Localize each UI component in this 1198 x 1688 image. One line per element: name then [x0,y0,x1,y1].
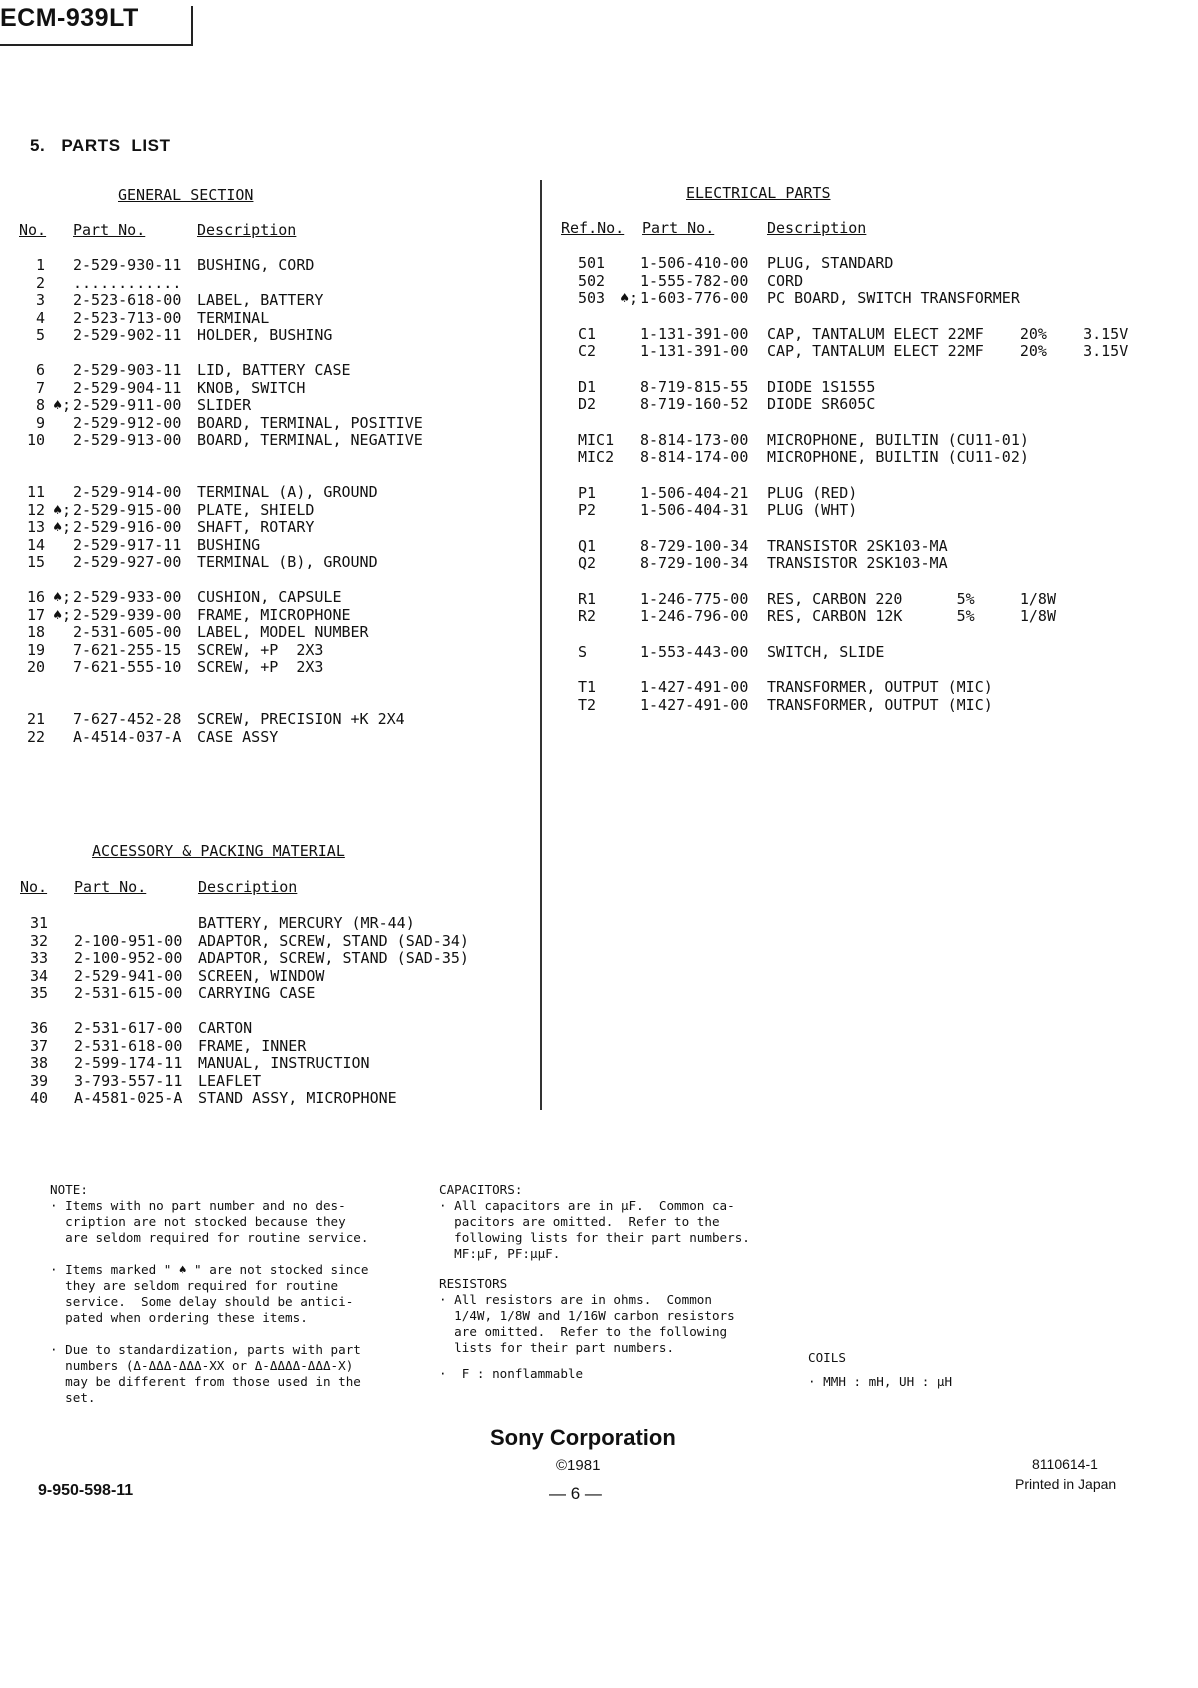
general-row-no: 13 [26,518,45,537]
general-row-description: KNOB, SWITCH [197,378,306,397]
general-row-no: 12 [26,500,45,519]
general-row-no: 15 [26,553,45,572]
electrical-row [0,554,1198,572]
electrical-row-description: SWITCH, SLIDE [767,642,885,661]
general-header-part: Part No. [73,221,146,239]
general-row-part-number: 2-529-914-00 [73,483,182,501]
electrical-row-part-number: 1-131-391-00 [640,342,749,361]
accessory-row-description: STAND ASSY, MICROPHONE [198,1089,397,1108]
electrical-row [0,378,1198,396]
general-section-title: GENERAL SECTION [118,186,254,204]
electrical-row-part-number: 8-719-815-55 [640,377,749,396]
electrical-row-ref: Q1 [578,536,597,555]
general-row-part-number: 2-529-902-11 [73,326,182,345]
accessory-row-no: 32 [29,931,48,950]
page-number: — 6 — [549,1484,602,1503]
general-row [0,361,540,379]
section-name: PARTS LIST [61,136,171,155]
electrical-row [0,289,1198,310]
electrical-row-part-number: 8-729-100-34 [640,536,749,555]
general-row-part-number: 2-531-605-00 [73,623,182,642]
accessory-row-no: 40 [29,1089,48,1108]
electrical-row-description: CORD [767,271,804,290]
general-row-no: 1 [35,256,45,274]
general-row-description: SCREW, +P 2X3 [197,640,324,659]
not-stocked-mark-icon: ♠; [53,605,72,624]
electrical-row-ref: D1 [578,377,597,396]
accessory-row-part-number: 2-529-941-00 [74,966,183,985]
electrical-row-ref: 502 [578,271,606,290]
general-row-part-number: 2-529-911-00 [73,396,182,415]
accessory-row [0,967,540,985]
general-row-no: 7 [35,378,45,397]
general-row-no: 2 [35,273,45,292]
general-row-part-number: 7-621-555-10 [73,658,182,677]
general-header-no: No. [19,221,47,239]
general-row-part-number: 2-529-915-00 [73,500,182,519]
accessory-section-title: ACCESSORY & PACKING MATERIAL [92,842,345,860]
accessory-row-description: CARTON [198,1019,253,1037]
electrical-row [0,590,1198,608]
general-row-part-number: ............ [73,273,182,292]
general-row-part-number: 2-529-933-00 [73,588,182,606]
accessory-row [0,914,540,932]
general-row-no: 17 [26,605,45,624]
electrical-row [0,448,1198,466]
accessory-row-no: 36 [29,1019,48,1037]
not-stocked-mark-icon: ♠; [53,518,72,537]
accessory-row-part-number: 2-100-951-00 [74,931,183,950]
accessory-row [0,949,540,967]
general-row-description: BUSHING, CORD [197,256,315,274]
capacitors-note: CAPACITORS: · All capacitors are in µF. Common ca- pacitors are omitted. Refer to the following lists for their part numbers. MF:µF, PF:µµF. [439,1182,750,1261]
electrical-row-description: DIODE SR605C [767,395,876,414]
accessory-row-no: 37 [29,1036,48,1055]
general-row-description: TERMINAL (A), GROUND [197,483,378,501]
electrical-row-ref: R1 [578,589,597,608]
model-title: ECM-939LT [0,4,139,32]
model-frame-vertical [191,6,193,44]
general-row-description: SLIDER [197,396,252,415]
electrical-row [0,640,1198,661]
electrical-row-part-number: 1-131-391-00 [640,324,749,343]
accessory-row-part-number: 2-100-952-00 [74,949,183,968]
coils-title: COILS [808,1350,846,1365]
electrical-row-description: MICROPHONE, BUILTIN (CU11-02) [767,448,1029,467]
electrical-section-title: ELECTRICAL PARTS [686,184,831,202]
general-row-part-number: 2-529-917-11 [73,535,182,554]
accessory-header-no: No. [20,878,48,896]
electrical-row-part-number: 1-506-410-00 [640,254,749,272]
accessory-row-description: LEAFLET [198,1071,262,1090]
accessory-row-no: 35 [29,984,48,1003]
electrical-row-description: TRANSFORMER, OUTPUT (MIC) [767,695,993,714]
accessory-row-description: ADAPTOR, SCREW, STAND (SAD-35) [198,949,469,968]
electrical-row-ref: MIC1 [578,430,615,449]
accessory-row-part-number: 3-793-557-11 [74,1071,183,1090]
not-stocked-mark-icon: ♠; [53,396,72,415]
electrical-row-ref: Q2 [578,554,597,573]
accessory-row-part-number: 2-531-618-00 [74,1036,183,1055]
accessory-row-part-number: 2-531-617-00 [74,1019,183,1037]
electrical-row-part-number: 1-603-776-00 [640,289,749,308]
accessory-row-description: ADAPTOR, SCREW, STAND (SAD-34) [198,931,469,950]
section-title [30,136,171,156]
electrical-row-part-number: 1-506-404-31 [640,501,749,520]
electrical-row-ref: T1 [578,678,597,696]
general-row-no: 9 [35,413,45,432]
general-row-part-number: 2-523-618-00 [73,291,182,310]
general-row-description: LABEL, MODEL NUMBER [197,623,369,642]
accessory-row [0,1037,540,1055]
general-row-part-number: 2-529-927-00 [73,553,182,572]
electrical-row-ref: MIC2 [578,448,615,467]
general-row [0,518,540,536]
general-row-description: LABEL, BATTERY [197,291,324,310]
general-row-description: BOARD, TERMINAL, POSITIVE [197,413,423,432]
accessory-row [0,1089,540,1107]
general-row-no: 16 [26,588,45,606]
electrical-row-part-number: 8-719-160-52 [640,395,749,414]
accessory-header-desc: Description [198,878,298,896]
electrical-row-part-number: 1-555-782-00 [640,271,749,290]
general-row-part-number: 2-529-913-00 [73,431,182,450]
not-stocked-mark-icon: ♠; [620,289,639,308]
general-row [0,658,540,676]
general-row-no: 5 [35,326,45,345]
general-row-part-number: 2-529-939-00 [73,605,182,624]
electrical-row-description: PLUG (WHT) [767,501,858,520]
electrical-row-part-number: 8-814-174-00 [640,448,749,467]
general-row [0,623,540,641]
general-header-desc: Description [197,221,297,239]
general-row-description: LID, BATTERY CASE [197,361,351,379]
accessory-row-no: 38 [29,1054,48,1073]
electrical-row-part-number: 1-553-443-00 [640,642,749,661]
accessory-row [0,1072,540,1090]
electrical-row-description: DIODE 1S1555 [767,377,876,396]
electrical-row-ref: P1 [578,483,597,502]
general-row-description: FRAME, MICROPHONE [197,605,351,624]
general-row-description: CUSHION, CAPSULE [197,588,342,606]
electrical-row-part-number: 8-729-100-34 [640,554,749,573]
electrical-row-description: PC BOARD, SWITCH TRANSFORMER [767,289,1020,308]
electrical-row [0,607,1198,625]
general-row-no: 14 [26,535,45,554]
accessory-row-part-number: A-4581-025-A [74,1089,183,1108]
electrical-row-description: TRANSISTOR 2SK103-MA [767,554,948,573]
electrical-header-part: Part No. [642,219,715,237]
electrical-row [0,537,1198,555]
electrical-row [0,696,1198,714]
electrical-row-part-number: 8-814-173-00 [640,430,749,449]
general-row-description: TERMINAL (B), GROUND [197,553,378,572]
general-row-description: SHAFT, ROTARY [197,518,315,537]
general-row-description: BUSHING [197,535,261,554]
section-number: 5. [30,136,46,155]
electrical-row-part-number: 1-506-404-21 [640,483,749,502]
electrical-row-ref: T2 [578,695,597,714]
electrical-row-ref: D2 [578,395,597,414]
general-row-no: 6 [35,361,45,379]
general-row-no: 4 [35,308,45,327]
general-row-description: SCREW, +P 2X3 [197,658,324,677]
electrical-row-description: PLUG, STANDARD [767,254,894,272]
accessory-row-description: FRAME, INNER [198,1036,307,1055]
electrical-row-ref: P2 [578,501,597,520]
general-row-description: TERMINAL [197,308,270,327]
general-row-no: 11 [26,483,45,501]
electrical-row-description: PLUG (RED) [767,483,858,502]
general-row [0,728,540,746]
general-row-no: 20 [26,658,45,677]
coils-note: · MMH : mH, UH : µH [808,1374,953,1389]
general-row-no: 21 [26,710,45,728]
electrical-row-ref: C1 [578,324,597,343]
printed-in: Printed in Japan [1015,1476,1117,1492]
flammable-note: · F : nonflammable [439,1366,584,1381]
document-number: 9-950-598-11 [38,1482,134,1499]
accessory-row [0,1054,540,1072]
accessory-row-no: 34 [29,966,48,985]
electrical-row-ref: S [578,642,588,661]
general-row-no: 10 [26,431,45,450]
electrical-row-part-number: 1-246-796-00 [640,607,749,626]
general-row-no: 8 [35,396,45,415]
not-stocked-mark-icon: ♠; [53,588,72,606]
accessory-row-description: MANUAL, INSTRUCTION [198,1054,370,1073]
general-row-no: 22 [26,727,45,746]
accessory-row [0,1019,540,1037]
general-row-no: 18 [26,623,45,642]
electrical-row [0,501,1198,519]
general-row-no: 19 [26,640,45,659]
electrical-row [0,342,1198,360]
electrical-row-part-number: 1-246-775-00 [640,589,749,608]
general-row-part-number: 7-621-255-15 [73,640,182,659]
accessory-row-no: 39 [29,1071,48,1090]
accessory-row-part-number: 2-599-174-11 [74,1054,183,1073]
accessory-row-no: 31 [29,914,48,932]
electrical-row [0,484,1198,502]
electrical-row-part-number: 1-427-491-00 [640,678,749,696]
electrical-header-desc: Description [767,219,867,237]
electrical-row-ref: 501 [578,254,606,272]
accessory-row-description: CARRYING CASE [198,984,316,1003]
general-row [0,414,540,432]
not-stocked-mark-icon: ♠; [53,500,72,519]
accessory-row [0,984,540,1002]
electrical-row-description: CAP, TANTALUM ELECT 22MF 20% 3.15V [767,342,1129,361]
copyright: ©1981 [556,1457,601,1474]
general-row-description: BOARD, TERMINAL, NEGATIVE [197,431,423,450]
electrical-row [0,395,1198,413]
general-row-part-number: 2-529-903-11 [73,361,182,379]
model-frame-horizontal [0,44,193,46]
electrical-row-description: MICROPHONE, BUILTIN (CU11-01) [767,430,1029,449]
general-row-part-number: 7-627-452-28 [73,710,182,728]
accessory-row [0,932,540,950]
electrical-row-description: TRANSFORMER, OUTPUT (MIC) [767,678,993,696]
general-row-description: PLATE, SHIELD [197,500,315,519]
electrical-row-description: CAP, TANTALUM ELECT 22MF 20% 3.15V [767,324,1129,343]
accessory-row-part-number: 2-531-615-00 [74,984,183,1003]
accessory-row-description: SCREEN, WINDOW [198,966,325,985]
company-name: Sony Corporation [490,1425,676,1450]
general-row-description: HOLDER, BUSHING [197,326,333,345]
electrical-row [0,272,1198,290]
electrical-row-description: RES, CARBON 12K 5% 1/8W [767,607,1056,626]
electrical-row [0,325,1198,343]
general-row-part-number: 2-529-912-00 [73,413,182,432]
accessory-header-part: Part No. [74,878,147,896]
general-row-description: SCREW, PRECISION +K 2X4 [197,710,405,728]
accessory-row-no: 33 [29,949,48,968]
electrical-row-ref: C2 [578,342,597,361]
electrical-row-part-number: 1-427-491-00 [640,695,749,714]
general-row-description: CASE ASSY [197,727,279,746]
electrical-row [0,678,1198,696]
general-row-part-number: 2-529-916-00 [73,518,182,537]
electrical-row-description: RES, CARBON 220 5% 1/8W [767,589,1056,608]
electrical-row-ref: R2 [578,607,597,626]
general-row-part-number: 2-523-713-00 [73,308,182,327]
print-code: 8110614-1 [1032,1456,1098,1472]
general-row-no: 3 [35,291,45,310]
general-row-part-number: 2-529-930-11 [73,256,182,274]
electrical-row-ref: 503 [578,289,606,308]
accessory-row-description: BATTERY, MERCURY (MR-44) [198,914,415,932]
general-row-part-number: 2-529-904-11 [73,378,182,397]
electrical-row [0,254,1198,272]
resistors-note: RESISTORS · All resistors are in ohms. Common 1/4W, 1/8W and 1/16W carbon resistors are omitted. Refer to the following lists for their part numbers. [439,1276,735,1355]
note-block: NOTE: · Items with no part number and no des- cription are not stocked because they are seldom required for routine service. · Items marked " ♠ " are not stocked since they are seldom required for routine service. Some delay should be antici- pated when ordering these items. · Due to standardization, parts with part numbers (Δ-ΔΔΔ-ΔΔΔ-XX or Δ-ΔΔΔΔ-ΔΔΔ-X) may be different from those used in the set. [50,1182,369,1405]
electrical-header-ref: Ref.No. [561,219,625,237]
electrical-row [0,431,1198,449]
electrical-row-description: TRANSISTOR 2SK103-MA [767,536,948,555]
general-row-part-number: A-4514-037-A [73,727,182,746]
